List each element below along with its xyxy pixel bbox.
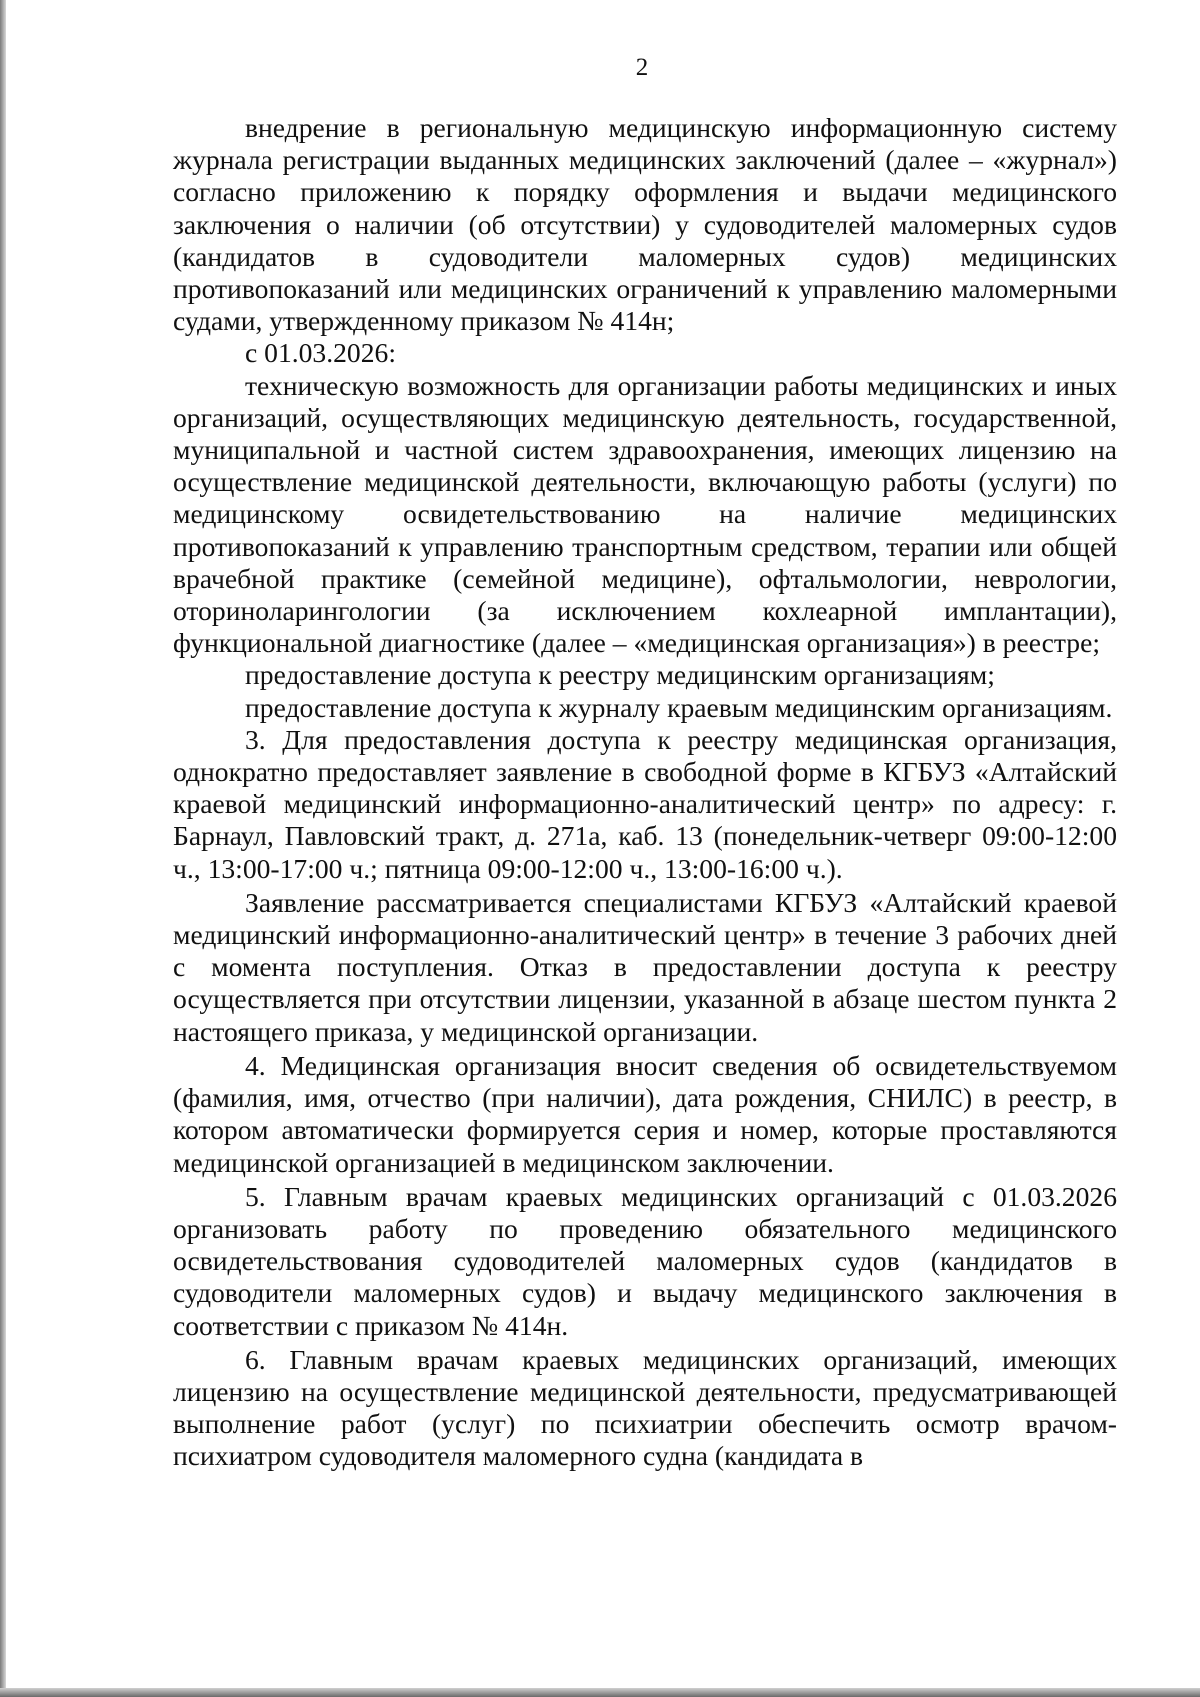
paragraph-date: с 01.03.2026: bbox=[245, 337, 396, 369]
paragraph-journal: внедрение в региональную медицинскую информационную систему журнала регистрации выданных медицинских заключений (далее – «журнал») согласно приложению к порядку оформления и выдачи медицинского заключения о наличии (об отсутствии) у судоводителей маломерных судов (кандидатов в судоводители маломерных судов) медицинских противопоказаний или медицинских ограничений к управлению маломерными судами, утвержденному приказом № 414н; bbox=[173, 112, 1117, 337]
paragraph-item-5: 5. Главным врачам краевых медицинских организаций с 01.03.2026 организовать работу по проведению обязательного медицинского освидетельствования судоводителей маломерных судов (кандидатов в судоводители маломерных судов) и выдачу медицинского заключения в соответствии с приказом № 414н. bbox=[173, 1180, 1117, 1341]
paragraph-technical-capability: техническую возможность для организации работы медицинских и иных организаций, осуществляющих медицинскую деятельность, государственной, муниципальной и частной систем здравоохранения, имеющих лицензию на осуществление медицинской деятельности, включающую работы (услуги) по медицинскому освидетельствованию на наличие медицинских противопоказаний к управлению транспортным средством, терапии или общей врачебной практике (семейной медицине), офтальмологии, неврологии, оториноларингологии (за исключением кохлеарной имплантации), функциональной диагностике (далее – «медицинская организация») в реестре; bbox=[173, 369, 1117, 659]
paragraph-application-review: Заявление рассматривается специалистами КГБУЗ «Алтайский краевой медицинский информационно-аналитический центр» в течение 3 рабочих дней с момента поступления. Отказ в предоставлении доступа к реестру осуществляется при отсутствии лицензии, указанной в абзаце шестом пункта 2 настоящего приказа, у медицинской организации. bbox=[173, 886, 1117, 1047]
paragraph-journal-access: предоставление доступа к журналу краевым медицинским организациям. bbox=[245, 691, 1113, 723]
paragraph-item-6: 6. Главным врачам краевых медицинских организаций, имеющих лицензию на осуществление медицинской деятельности, предусматривающей выполнение работ (услуг) по психиатрии обеспечить осмотр врачом-психиатром судоводителя маломерного судна (кандидата в bbox=[173, 1343, 1117, 1472]
scan-shadow-left bbox=[0, 0, 6, 1697]
scan-shadow-bottom bbox=[0, 1688, 1200, 1697]
page-number: 2 bbox=[635, 54, 649, 81]
document-body bbox=[173, 112, 1117, 1473]
paragraph-item-3: 3. Для предоставления доступа к реестру медицинская организация, однократно предоставляет заявление в свободной форме в КГБУЗ «Алтайский краевой медицинский информационно-аналитический центр» по адресу: г. Барнаул, Павловский тракт, д. 271а, каб. 13 (понедельник-четверг 09:00-12:00 ч., 13:00-17:00 ч.; пятница 09:00-12:00 ч., 13:00-16:00 ч.). bbox=[173, 723, 1117, 884]
paragraph-registry-access: предоставление доступа к реестру медицинским организациям; bbox=[245, 659, 995, 691]
paragraph-item-4: 4. Медицинская организация вносит сведения об освидетельствуемом (фамилия, имя, отчество (при наличии), дата рождения, СНИЛС) в реестр, в котором автоматически формируется серия и номер, которые проставляются медицинской организацией в медицинском заключении. bbox=[173, 1049, 1117, 1178]
